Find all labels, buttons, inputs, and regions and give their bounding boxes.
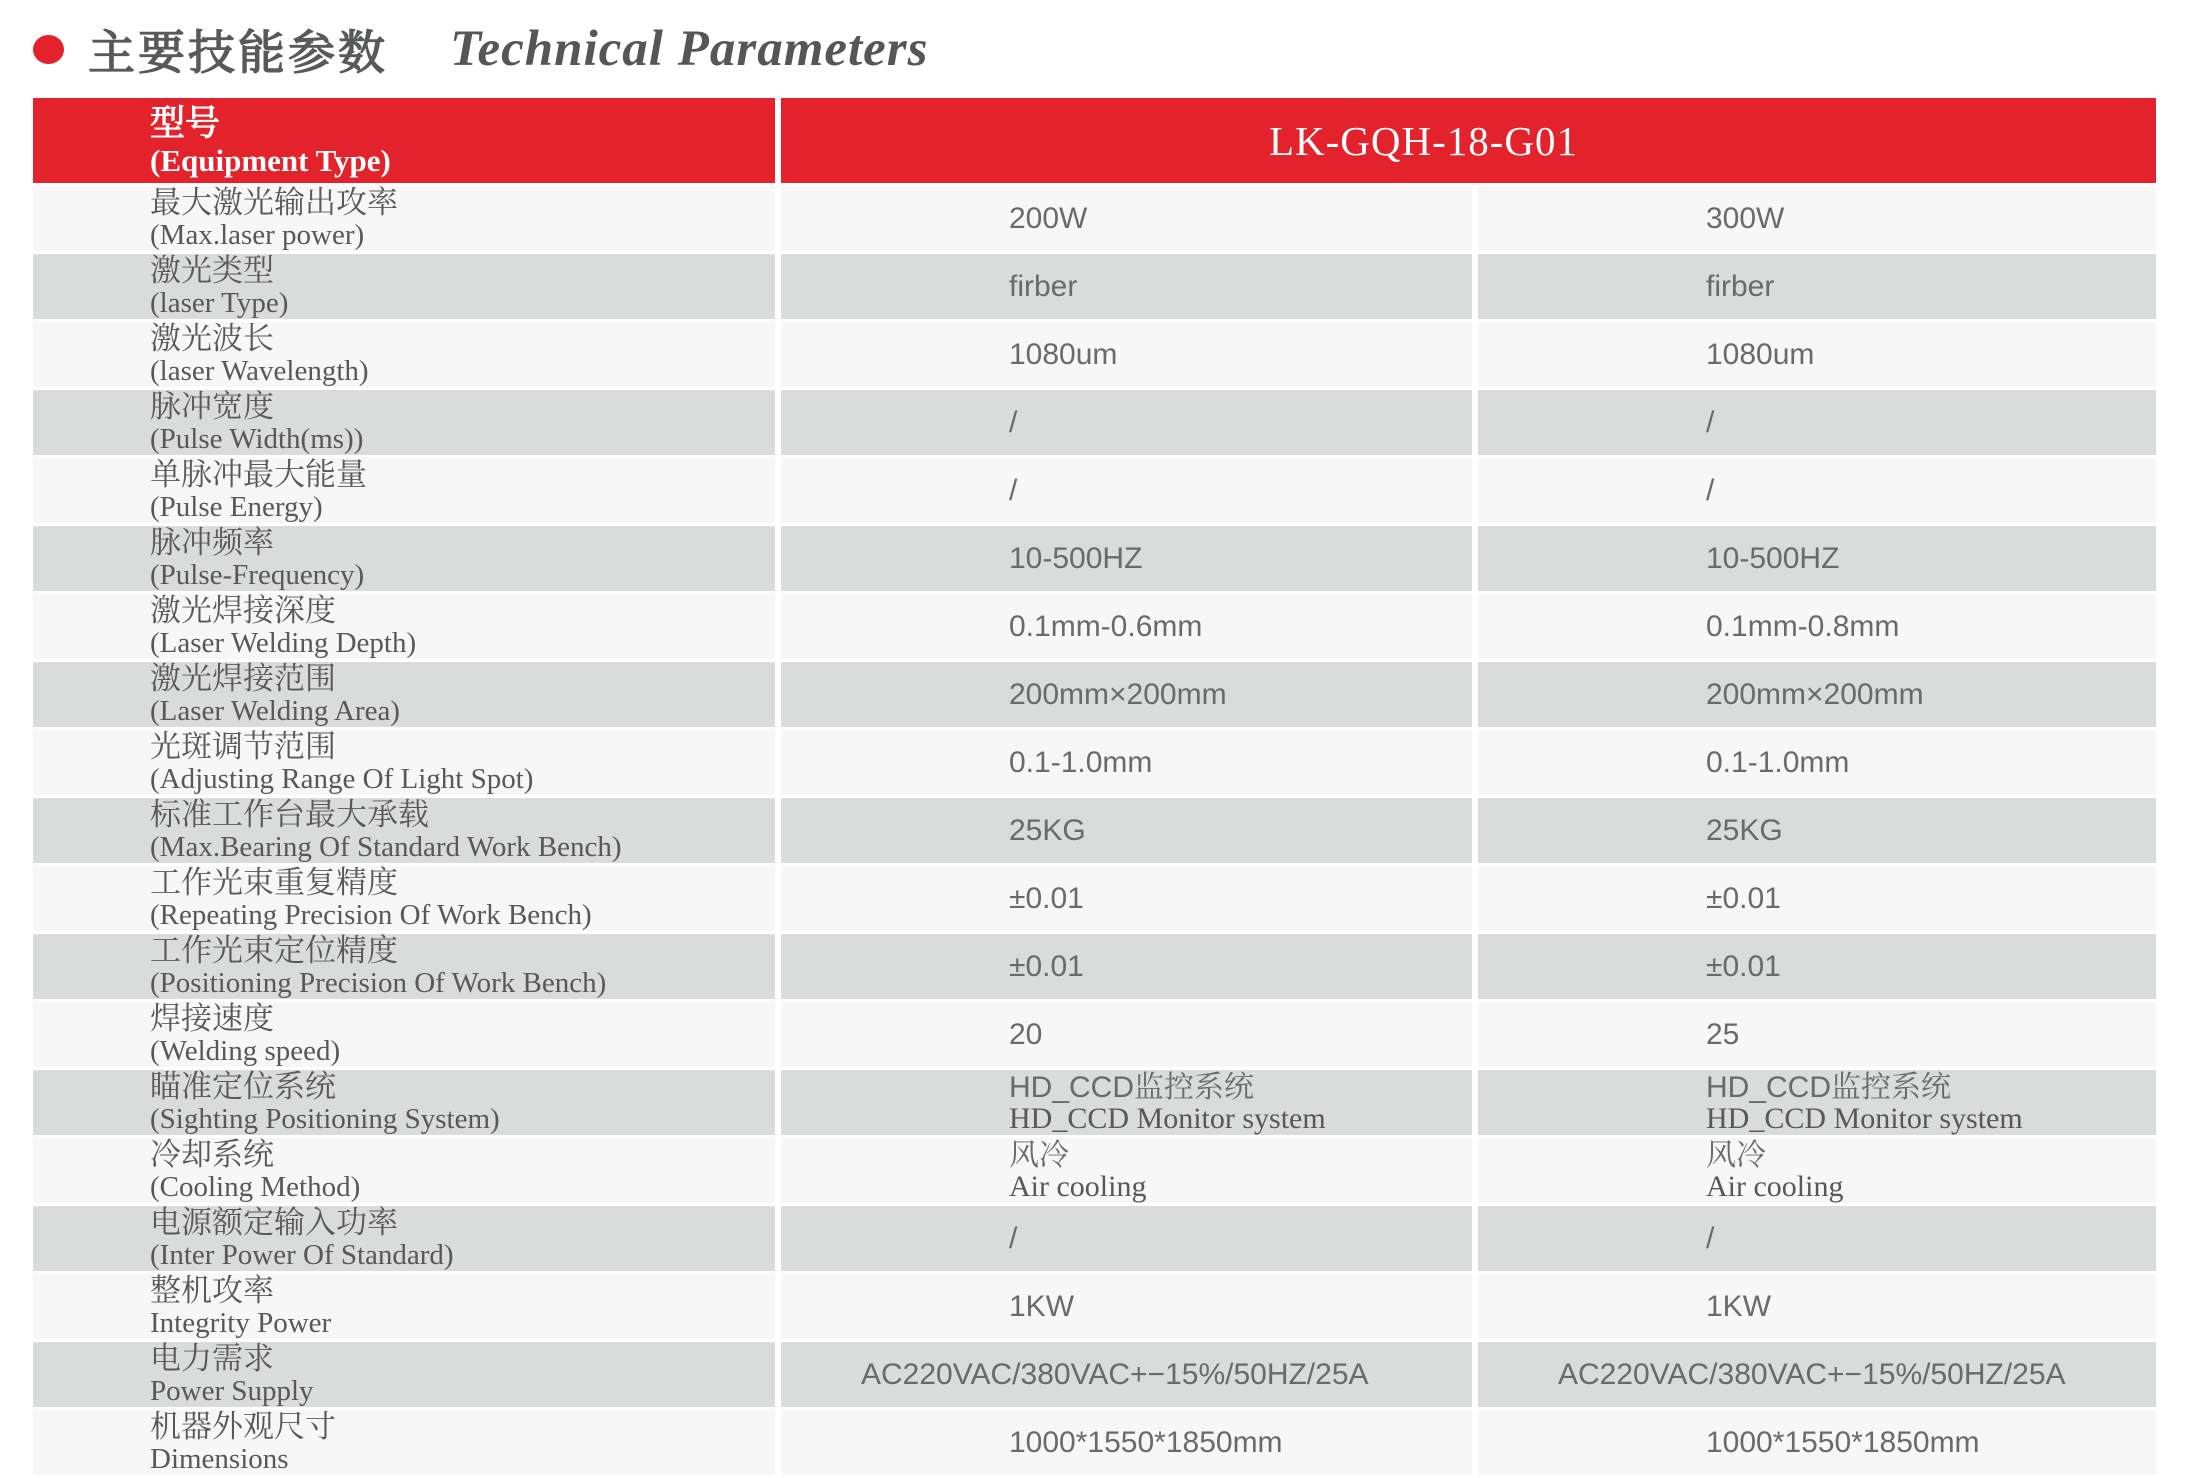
table-header-row [33,98,2156,183]
row-label-zh: 冷却系统 [150,1138,274,1172]
row-label-zh: 单脉冲最大能量 [150,458,367,492]
table-row-rated-input-power [33,1206,2156,1271]
table-row-pulse-width [33,390,2156,455]
row-label-zh: 标准工作台最大承载 [150,798,429,832]
row-label-en: (laser Type) [150,287,289,319]
table-row-welding-speed [33,1002,2156,1067]
row-label-zh: 激光波长 [150,322,274,356]
header-model-cell [781,98,2156,183]
table-row-welding-depth [33,594,2156,659]
table-row-light-spot-range [33,730,2156,795]
table-row-max-laser-power [33,186,2156,251]
table-row-welding-area [33,662,2156,727]
value-cell: / [1478,1206,2156,1271]
value-cell: 300W [1478,186,2156,251]
value-cell: 1080um [1478,322,2156,387]
value-cell: firber [781,254,1472,319]
table-row-sighting-system [33,1070,2156,1135]
value-cell: 1KW [781,1274,1472,1339]
row-label-zh: 激光焊接范围 [150,662,336,696]
row-label-en: Integrity Power [150,1307,332,1339]
table-row-pulse-energy [33,458,2156,523]
table-row-positioning-precision [33,934,2156,999]
row-label-en: Power Supply [150,1375,314,1407]
value-cell: 200mm×200mm [1478,662,2156,727]
row-label-en: (Cooling Method) [150,1171,361,1203]
value-cell: HD_CCD监控系统 HD_CCD Monitor system [1478,1070,2156,1135]
value-cell: 200W [781,186,1472,251]
row-label-zh: 激光类型 [150,254,274,288]
row-label-zh: 脉冲频率 [150,526,274,560]
row-label-en: (Max.laser power) [150,219,365,251]
table-row-cooling-method [33,1138,2156,1203]
row-label-en: (Laser Welding Area) [150,695,400,727]
row-label-en: (Repeating Precision Of Work Bench) [150,899,592,931]
value-cell: 风冷 Air cooling [781,1138,1472,1203]
page-title-en: Technical Parameters [450,21,929,77]
row-label-zh: 工作光束重复精度 [150,866,398,900]
row-label-en: (Welding speed) [150,1035,341,1067]
value-cell: / [1478,458,2156,523]
model-number: LK-GQH-18-G01 [1268,117,1579,164]
value-cell: 1000*1550*1850mm [1478,1410,2156,1475]
header-equipment-type-cell [33,98,775,183]
value-cell: ±0.01 [1478,866,2156,931]
row-label-zh: 整机攻率 [150,1274,274,1308]
technical-parameters-table [33,98,2156,1478]
value-cell: HD_CCD监控系统 HD_CCD Monitor system [781,1070,1472,1135]
row-label-zh: 瞄准定位系统 [150,1070,336,1104]
row-label-en: (Sighting Positioning System) [150,1103,500,1135]
table-row-integrity-power [33,1274,2156,1339]
row-label-zh: 最大激光输出攻率 [150,186,398,220]
page-title-zh: 主要技能参数 [88,25,388,79]
value-cell: 风冷 Air cooling [1478,1138,2156,1203]
value-cell: ±0.01 [781,866,1472,931]
value-cell: firber [1478,254,2156,319]
row-label-en: (Max.Bearing Of Standard Work Bench) [150,831,622,863]
value-cell: ±0.01 [781,934,1472,999]
table-row-repeating-precision [33,866,2156,931]
value-cell: 0.1mm-0.6mm [781,594,1472,659]
row-label-en: (Pulse-Frequency) [150,559,365,591]
row-label-zh: 激光焊接深度 [150,594,336,628]
table-row-max-bearing [33,798,2156,863]
red-bullet-icon [33,35,64,64]
row-label-zh: 机器外观尺寸 [150,1410,336,1444]
row-label-en: (Pulse Energy) [150,491,323,523]
value-cell: ±0.01 [1478,934,2156,999]
row-label-zh: 焊接速度 [150,1002,274,1036]
value-cell: 1080um [781,322,1472,387]
row-label-zh: 脉冲宽度 [150,390,274,424]
value-cell: / [781,390,1472,455]
table-row-dimensions [33,1410,2156,1475]
table-row-laser-wavelength [33,322,2156,387]
header-label-en: (Equipment Type) [150,142,391,178]
row-label-en: (laser Wavelength) [150,355,369,387]
value-cell: 0.1-1.0mm [781,730,1472,795]
row-label-en: (Laser Welding Depth) [150,627,417,659]
row-label-en: (Pulse Width(ms)) [150,423,364,455]
value-cell: 25KG [781,798,1472,863]
row-label-en: (Inter Power Of Standard) [150,1239,454,1271]
value-cell: 1000*1550*1850mm [781,1410,1472,1475]
row-label-en: (Positioning Precision Of Work Bench) [150,967,607,999]
header-label-zh: 型号 [150,103,221,143]
page-title [33,14,929,84]
value-cell: 25KG [1478,798,2156,863]
value-cell: AC220VAC/380VAC+−15%/50HZ/25A [781,1342,1472,1407]
value-cell: / [781,458,1472,523]
row-label-zh: 工作光束定位精度 [150,934,398,968]
value-cell: 0.1mm-0.8mm [1478,594,2156,659]
row-label-en: (Adjusting Range Of Light Spot) [150,763,534,795]
value-cell: 200mm×200mm [781,662,1472,727]
value-cell: AC220VAC/380VAC+−15%/50HZ/25A [1478,1342,2156,1407]
value-cell: / [1478,390,2156,455]
value-cell: 10-500HZ [1478,526,2156,591]
row-label-zh: 电源额定输入功率 [150,1206,398,1240]
value-cell: 10-500HZ [781,526,1472,591]
table-row-laser-type [33,254,2156,319]
table-row-pulse-frequency [33,526,2156,591]
row-label-zh: 光斑调节范围 [150,730,336,764]
value-cell: 0.1-1.0mm [1478,730,2156,795]
row-label-en: Dimensions [150,1443,289,1475]
value-cell: / [781,1206,1472,1271]
value-cell: 25 [1478,1002,2156,1067]
value-cell: 1KW [1478,1274,2156,1339]
value-cell: 20 [781,1002,1472,1067]
table-row-power-supply [33,1342,2156,1407]
row-label-zh: 电力需求 [150,1342,274,1376]
